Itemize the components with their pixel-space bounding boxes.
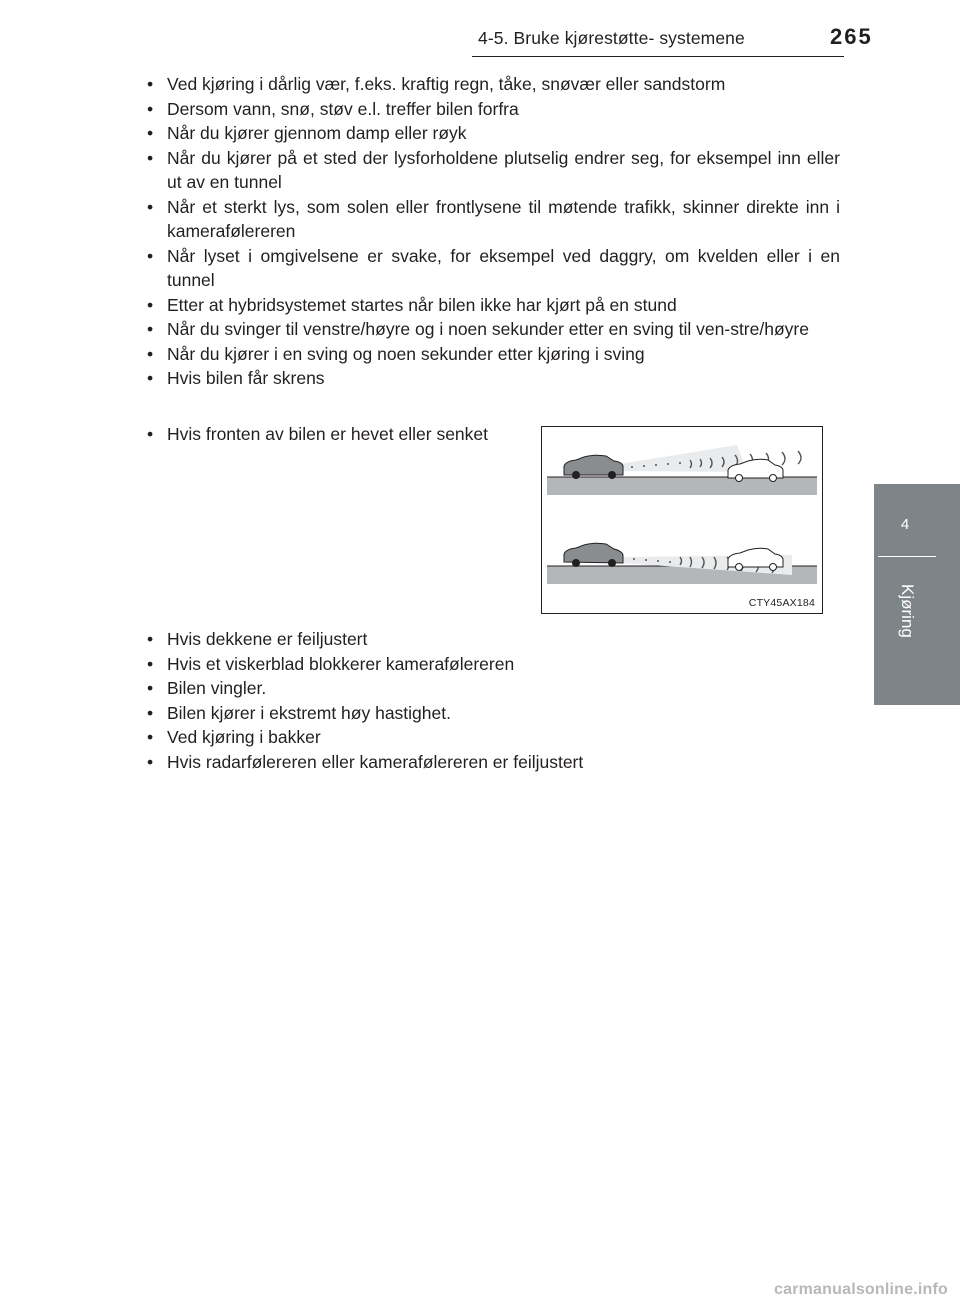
list-item bbox=[147, 244, 840, 293]
list-item-text: Hvis et viskerblad blokkerer kamerafølereren bbox=[167, 653, 515, 674]
list-item-text: Når du svinger til venstre/høyre og i noen sekunder etter en sving til ven-stre/høyre bbox=[167, 319, 809, 339]
bullet-symbol: • bbox=[147, 294, 154, 315]
condition-list-top bbox=[147, 72, 840, 391]
list-item bbox=[147, 293, 840, 318]
bullet-symbol: • bbox=[147, 343, 154, 364]
list-item bbox=[147, 342, 840, 367]
bullet-symbol: • bbox=[147, 98, 154, 119]
list-item-text: Hvis bilen får skrens bbox=[167, 368, 325, 388]
list-item-text: Hvis dekkene er feiljustert bbox=[167, 629, 368, 649]
list-item-text: Når et sterkt lys, som solen eller frontlysene til møtende trafikk, skinner direkte inn i kamerafølereren bbox=[167, 196, 840, 241]
list-item-text: Når lyset i omgivelsene er svake, for eksempel ved daggry, om kvelden eller i en tunnel bbox=[167, 245, 840, 290]
ego-car-upper bbox=[564, 455, 623, 479]
list-item bbox=[147, 652, 840, 677]
vehicle-height-figure bbox=[541, 426, 823, 614]
list-item-text: Når du kjører gjennom damp eller røyk bbox=[167, 123, 467, 143]
list-item bbox=[147, 121, 840, 146]
bullet-symbol: • bbox=[147, 751, 154, 772]
bullet-symbol: • bbox=[147, 196, 154, 217]
page-number: 265 bbox=[830, 24, 873, 49]
condition-list-bottom bbox=[147, 627, 840, 774]
bullet-symbol: • bbox=[147, 74, 154, 94]
radar-beam-upper bbox=[620, 445, 747, 472]
list-item bbox=[147, 676, 840, 701]
bullet-symbol: • bbox=[147, 424, 154, 444]
list-item-text: Dersom vann, snø, støv e.l. treffer bilen forfra bbox=[167, 98, 519, 119]
list-item bbox=[147, 97, 840, 122]
header-rule bbox=[472, 56, 844, 57]
bullet-symbol: • bbox=[147, 727, 154, 747]
radar-beam-illustration bbox=[542, 427, 822, 613]
bullet-symbol: • bbox=[147, 147, 154, 168]
list-item bbox=[147, 750, 840, 775]
ego-car-lower bbox=[564, 543, 623, 567]
list-item bbox=[147, 366, 840, 391]
bullet-symbol: • bbox=[147, 245, 154, 266]
list-item-text: Hvis fronten av bilen er hevet eller senket bbox=[167, 424, 488, 444]
list-item bbox=[147, 146, 840, 195]
chapter-number: 4 bbox=[900, 516, 910, 533]
bullet-symbol: • bbox=[147, 123, 154, 143]
list-item bbox=[147, 195, 840, 244]
list-item bbox=[147, 72, 840, 97]
list-item-text: Når du kjører i en sving og noen sekunder etter kjøring i sving bbox=[167, 343, 645, 364]
chapter-tab-divider bbox=[878, 556, 936, 557]
bullet-symbol: • bbox=[147, 368, 154, 388]
bullet-symbol: • bbox=[147, 678, 154, 698]
list-item-text: Bilen vingler. bbox=[167, 678, 267, 698]
bullet-symbol: • bbox=[147, 319, 154, 339]
list-item-text: Etter at hybridsystemet startes når bilen ikke har kjørt på en stund bbox=[167, 294, 677, 315]
list-item bbox=[147, 422, 517, 447]
list-item bbox=[147, 701, 840, 726]
list-item bbox=[147, 627, 840, 652]
chapter-label: Kjøring bbox=[898, 584, 917, 638]
section-title: 4-5. Bruke kjørestøtte- systemene bbox=[478, 28, 745, 48]
bullet-symbol: • bbox=[147, 629, 154, 649]
list-item-text: Ved kjøring i dårlig vær, f.eks. kraftig regn, tåke, snøvær eller sandstorm bbox=[167, 74, 726, 94]
watermark: carmanualsonline.info bbox=[774, 1281, 949, 1298]
condition-list-figure bbox=[147, 422, 517, 447]
list-item-text: Ved kjøring i bakker bbox=[167, 727, 321, 747]
list-item-text: Bilen kjører i ekstremt høy hastighet. bbox=[167, 702, 451, 723]
bullet-symbol: • bbox=[147, 702, 154, 723]
list-item-text: Hvis radarfølereren eller kamerafølereren er feiljustert bbox=[167, 751, 584, 772]
figure-code: CTY45AX184 bbox=[748, 597, 815, 609]
list-item bbox=[147, 725, 840, 750]
list-item bbox=[147, 317, 840, 342]
lead-car-lower bbox=[728, 548, 783, 570]
bullet-symbol: • bbox=[147, 653, 154, 674]
list-item-text: Når du kjører på et sted der lysforholdene plutselig endrer seg, for eksempel inn eller ut av en tunnel bbox=[167, 147, 840, 192]
